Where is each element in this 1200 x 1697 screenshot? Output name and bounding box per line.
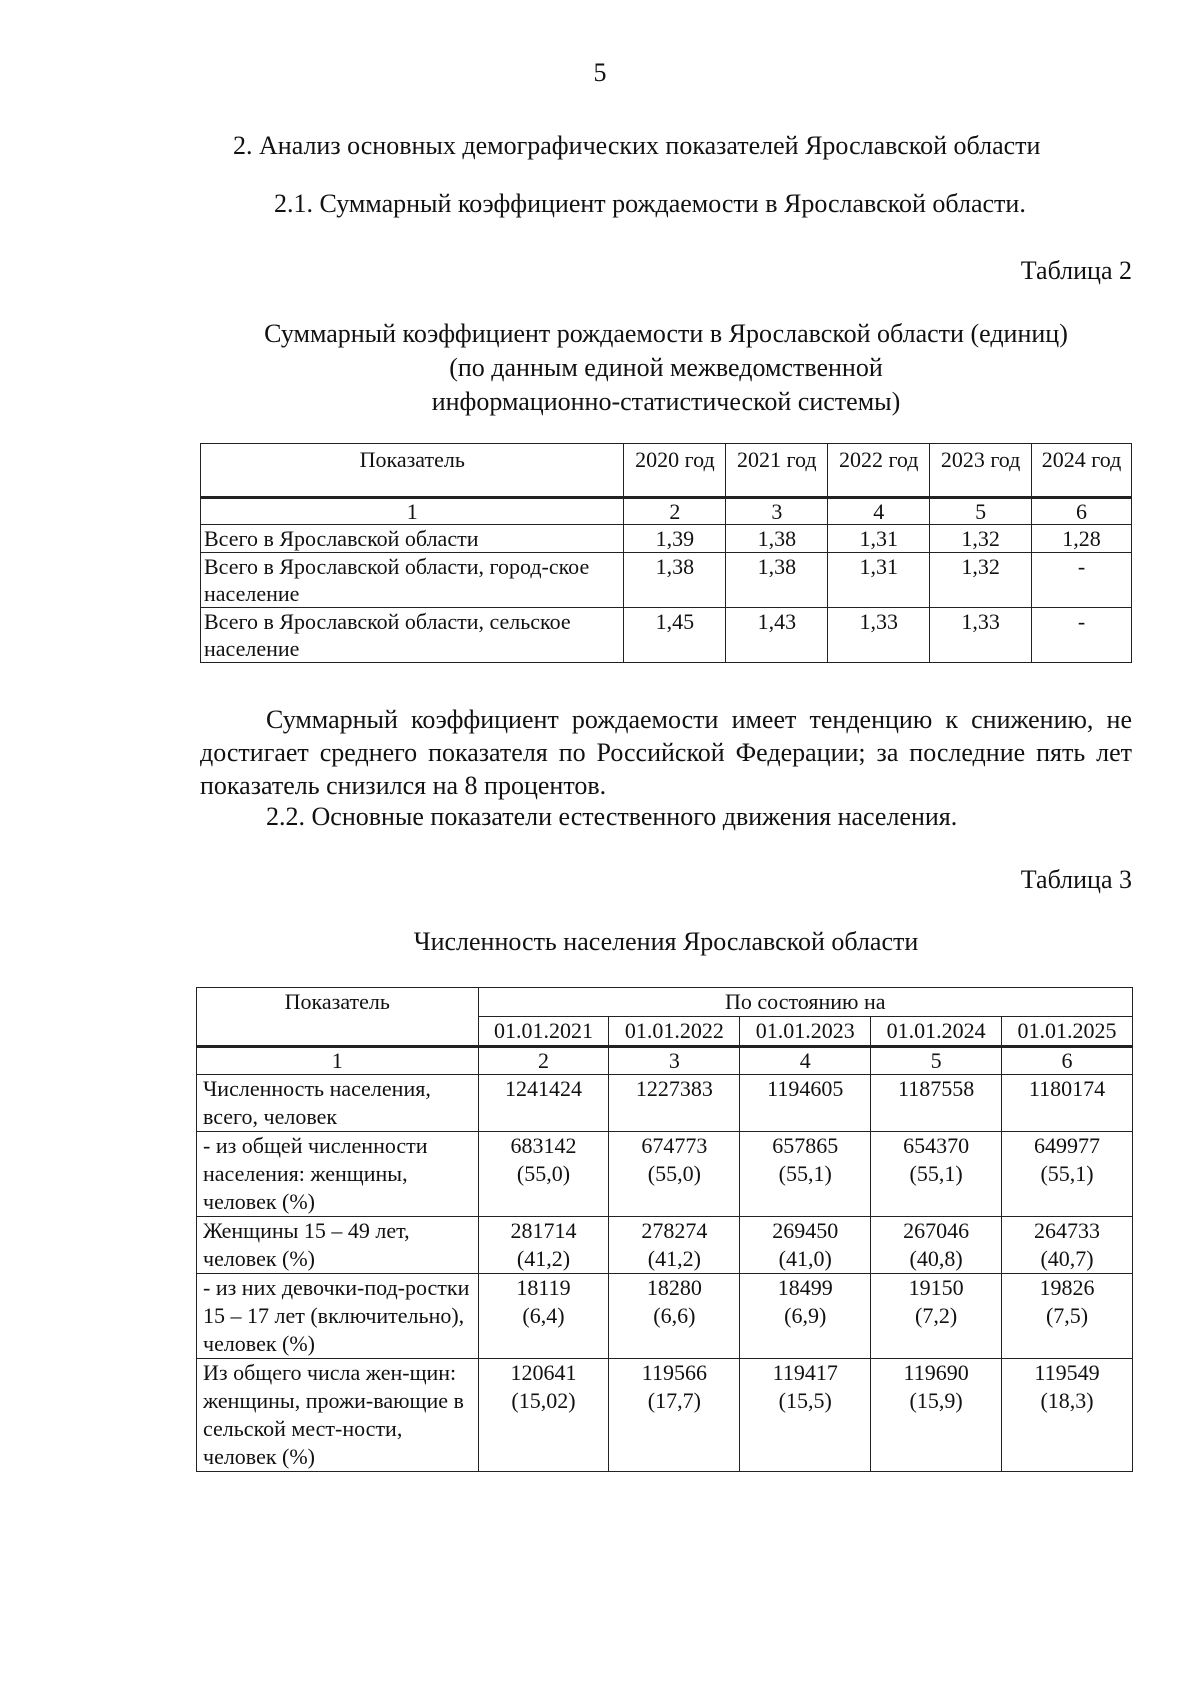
- paragraph-birth-rate: Суммарный коэффициент рождаемости имеет тенденцию к снижению, не достигает среднего показателя по Российской Федерации; за последние пять лет показатель снизился на 8 процентов.: [200, 705, 1132, 800]
- table2-cell: 1,33: [930, 608, 1032, 663]
- table2-row: [201, 608, 1132, 663]
- table2-cell: 1,38: [726, 525, 828, 553]
- table3-value: 19150: [908, 1275, 964, 1300]
- table2-cell: -: [1032, 608, 1132, 663]
- table2-col-header: Показатель: [201, 444, 624, 498]
- table3-cell: [609, 1217, 740, 1274]
- table3-share: (17,7): [647, 1388, 701, 1413]
- table3-cell: [1002, 1132, 1133, 1217]
- table3-row: [197, 1274, 1133, 1359]
- table3-share: (55,0): [516, 1161, 571, 1186]
- table2-cell: 1,38: [624, 553, 726, 608]
- table3-col-number: 2: [478, 1047, 609, 1075]
- table3-share: (40,8): [909, 1246, 963, 1271]
- table3-cell: [478, 1075, 609, 1132]
- table3-value: 654370: [903, 1133, 970, 1158]
- table3-date: 01.01.2023: [740, 1017, 871, 1047]
- table2-row-label: Всего в Ярославской области: [201, 525, 624, 553]
- table3-row: [197, 1132, 1133, 1217]
- table3-share: (55,0): [647, 1161, 701, 1186]
- table3-value: 281714: [510, 1218, 577, 1243]
- table3-share: (55,1): [1040, 1161, 1094, 1186]
- table3-row: [197, 1359, 1133, 1472]
- table3-cell: [871, 1359, 1002, 1472]
- table3-col-number: 4: [740, 1047, 871, 1075]
- table2-cell: 1,31: [828, 525, 930, 553]
- table2-cell: 1,38: [726, 553, 828, 608]
- table3-value: 119566: [641, 1360, 707, 1385]
- table3-share: (7,2): [915, 1303, 958, 1328]
- table3-value: 267046: [903, 1218, 970, 1243]
- table3-date: 01.01.2025: [1002, 1017, 1133, 1047]
- table3-share: (6,4): [522, 1303, 565, 1328]
- subsection-heading-2: 2.2. Основные показатели естественного движения населения.: [266, 802, 958, 831]
- table3-date: 01.01.2022: [609, 1017, 740, 1047]
- table2-cell: 1,32: [930, 553, 1032, 608]
- table3-cell: [740, 1132, 871, 1217]
- table3-value: 264733: [1034, 1218, 1101, 1243]
- table3-share: (18,3): [1040, 1388, 1094, 1413]
- table3-value: 1194605: [767, 1076, 844, 1101]
- table3-cell: [740, 1217, 871, 1274]
- table3: [196, 987, 1133, 1472]
- table3-value: 18119: [516, 1275, 571, 1300]
- table2-col-number: 4: [828, 498, 930, 525]
- table3-value: 657865: [772, 1133, 839, 1158]
- table2-cell: 1,33: [828, 608, 930, 663]
- table3-value: 19826: [1039, 1275, 1095, 1300]
- table3-col-header: Показатель: [197, 988, 479, 1047]
- table3-share: (41,0): [778, 1246, 832, 1271]
- table2-col-number: 3: [726, 498, 828, 525]
- table3-value: 683142: [510, 1133, 577, 1158]
- table3-number-row: [197, 1047, 1133, 1075]
- table3-value: 674773: [641, 1133, 708, 1158]
- table3-date: 01.01.2024: [871, 1017, 1002, 1047]
- table3-title: Численность населения Ярославской области: [413, 927, 919, 956]
- table3-share: (15,9): [909, 1388, 963, 1413]
- table3-cell: [740, 1075, 871, 1132]
- table3-value: 1241424: [504, 1076, 582, 1101]
- table3-value: 18499: [777, 1275, 833, 1300]
- table3-row-label: Численность населения, всего, человек: [197, 1075, 479, 1132]
- table3-row: [197, 1217, 1133, 1274]
- table2-cell: 1,28: [1032, 525, 1132, 553]
- table3-date: 01.01.2021: [478, 1017, 609, 1047]
- table2-cell: 1,43: [726, 608, 828, 663]
- table3-share: (15,02): [511, 1388, 576, 1413]
- table3-cell: [478, 1132, 609, 1217]
- table3-value: 1180174: [1028, 1076, 1106, 1101]
- table2-row-label: Всего в Ярославской области, сельское население: [201, 608, 624, 663]
- table3-col-number: 1: [197, 1047, 479, 1075]
- table3-share: (7,5): [1045, 1303, 1089, 1328]
- table3-value: 18280: [646, 1275, 702, 1300]
- table3-cell: [609, 1132, 740, 1217]
- table3-row-label: Женщины 15 – 49 лет, человек (%): [197, 1217, 479, 1274]
- table2-title-line3: информационно-статистической системы): [431, 387, 901, 416]
- table2-cell: 1,32: [930, 525, 1032, 553]
- table2-year: 2024 год: [1032, 444, 1132, 498]
- table2-label: Таблица 2: [1020, 256, 1132, 285]
- table3-share: (55,1): [778, 1161, 832, 1186]
- table2-year: 2020 год: [624, 444, 726, 498]
- table2-cell: 1,39: [624, 525, 726, 553]
- table3-share: (15,5): [778, 1388, 832, 1413]
- table3-cell: [478, 1217, 609, 1274]
- table2-cell: -: [1032, 553, 1132, 608]
- table2-row: [201, 525, 1132, 553]
- table3-share: (40,7): [1040, 1246, 1094, 1271]
- table2-year: 2022 год: [828, 444, 930, 498]
- table3-cell: [740, 1359, 871, 1472]
- table3-group-header: По состоянию на: [478, 988, 1132, 1017]
- table3-value: 1227383: [635, 1076, 713, 1101]
- table3-cell: [478, 1274, 609, 1359]
- table3-cell: [1002, 1217, 1133, 1274]
- table2-col-number: 2: [624, 498, 726, 525]
- table2-title-line2: (по данным единой межведомственной: [449, 353, 883, 382]
- table3-share: (41,2): [516, 1246, 571, 1271]
- table3-label: Таблица 3: [1020, 865, 1132, 894]
- table3-cell: [1002, 1075, 1133, 1132]
- table2-cell: 1,31: [828, 553, 930, 608]
- table3-cell: [871, 1217, 1002, 1274]
- table2-year: 2021 год: [726, 444, 828, 498]
- table2-title: [200, 317, 1132, 419]
- page-number: 5: [593, 58, 607, 87]
- table3-col-number: 5: [871, 1047, 1002, 1075]
- table3-cell: [871, 1274, 1002, 1359]
- table3-row: [197, 1075, 1133, 1132]
- table2-header-row: [201, 444, 1132, 498]
- table3-value: 269450: [772, 1218, 839, 1243]
- table3-col-number: 6: [1002, 1047, 1133, 1075]
- table2-row: [201, 553, 1132, 608]
- table3-header-row: [197, 988, 1133, 1017]
- table3-value: 119417: [772, 1360, 838, 1385]
- table3-cell: [1002, 1359, 1133, 1472]
- table3-value: 120641: [510, 1360, 577, 1385]
- table2-col-number: 6: [1032, 498, 1132, 525]
- table3-cell: [478, 1359, 609, 1472]
- table3-cell: [740, 1274, 871, 1359]
- table2-year: 2023 год: [930, 444, 1032, 498]
- table3-value: 278274: [641, 1218, 708, 1243]
- table2-cell: 1,45: [624, 608, 726, 663]
- table3-value: 649977: [1034, 1133, 1101, 1158]
- subsection-heading: 2.1. Суммарный коэффициент рождаемости в Ярославской области.: [274, 189, 1026, 218]
- table3-value: 1187558: [898, 1076, 975, 1101]
- table2-col-number: 5: [930, 498, 1032, 525]
- table3-col-number: 3: [609, 1047, 740, 1075]
- table3-cell: [609, 1075, 740, 1132]
- table2-row-label: Всего в Ярославской области, город-ское население: [201, 553, 624, 608]
- table3-share: (41,2): [647, 1246, 701, 1271]
- table3-row-label: - из общей численности населения: женщины, человек (%): [197, 1132, 479, 1217]
- table2-title-line1: Суммарный коэффициент рождаемости в Ярославской области (единиц): [264, 319, 1068, 348]
- table3-row-label: Из общего числа жен-щин: женщины, прожи-вающие в сельской мест-ности, человек (%): [197, 1359, 479, 1472]
- table3-share: (6,6): [653, 1303, 696, 1328]
- table3-cell: [871, 1132, 1002, 1217]
- table3-row-label: - из них девочки-под-ростки 15 – 17 лет (включительно), человек (%): [197, 1274, 479, 1359]
- table3-value: 119549: [1034, 1360, 1100, 1385]
- table3-value: 119690: [903, 1360, 969, 1385]
- table3-cell: [1002, 1274, 1133, 1359]
- table3-share: (55,1): [909, 1161, 963, 1186]
- table3-cell: [609, 1359, 740, 1472]
- table2-number-row: [201, 498, 1132, 525]
- table3-cell: [609, 1274, 740, 1359]
- table3-cell: [871, 1075, 1002, 1132]
- table2: [200, 443, 1132, 663]
- section-heading: 2. Анализ основных демографических показателей Ярославской области: [233, 131, 1041, 160]
- table3-share: (6,9): [784, 1303, 827, 1328]
- table2-col-number: 1: [201, 498, 624, 525]
